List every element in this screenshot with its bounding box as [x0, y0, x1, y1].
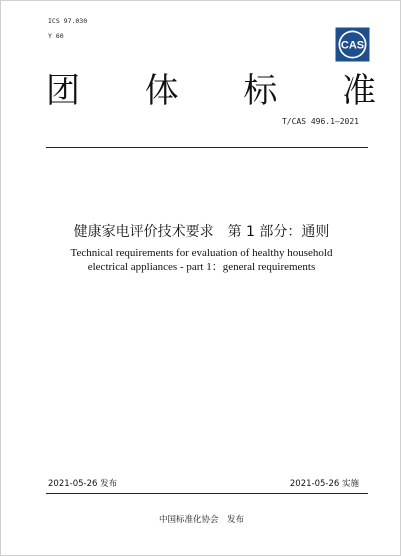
standard-type-char: 团 — [46, 70, 80, 111]
issue-date: 2021-05-26 发布 — [48, 479, 118, 489]
category-code: Y 60 — [48, 32, 64, 40]
title-chinese: 健康家电评价技术要求 第 1 部分：通则 — [73, 224, 330, 240]
standard-type — [46, 63, 376, 111]
implementation-date: 2021-05-26 实施 — [289, 479, 359, 489]
title-english-line: Technical requirements for evaluation of healthy household — [70, 247, 333, 259]
standard-type-char: 体 — [144, 70, 179, 111]
ics-code: ICS 97.030 — [48, 17, 88, 25]
standard-type-char: 标 — [243, 70, 278, 111]
bottom-divider — [46, 493, 368, 494]
cas-logo-icon — [335, 27, 370, 62]
logo-text: CAS — [340, 39, 365, 52]
top-divider — [46, 147, 368, 148]
standard-type-char: 准 — [341, 70, 376, 111]
publisher: 中国标准化协会 发布 — [158, 515, 244, 525]
standard-number: T/CAS 496.1—2021 — [281, 117, 359, 126]
title-english — [1, 246, 401, 274]
title-english-line: electrical appliances - part 1：general requirements — [87, 261, 316, 273]
